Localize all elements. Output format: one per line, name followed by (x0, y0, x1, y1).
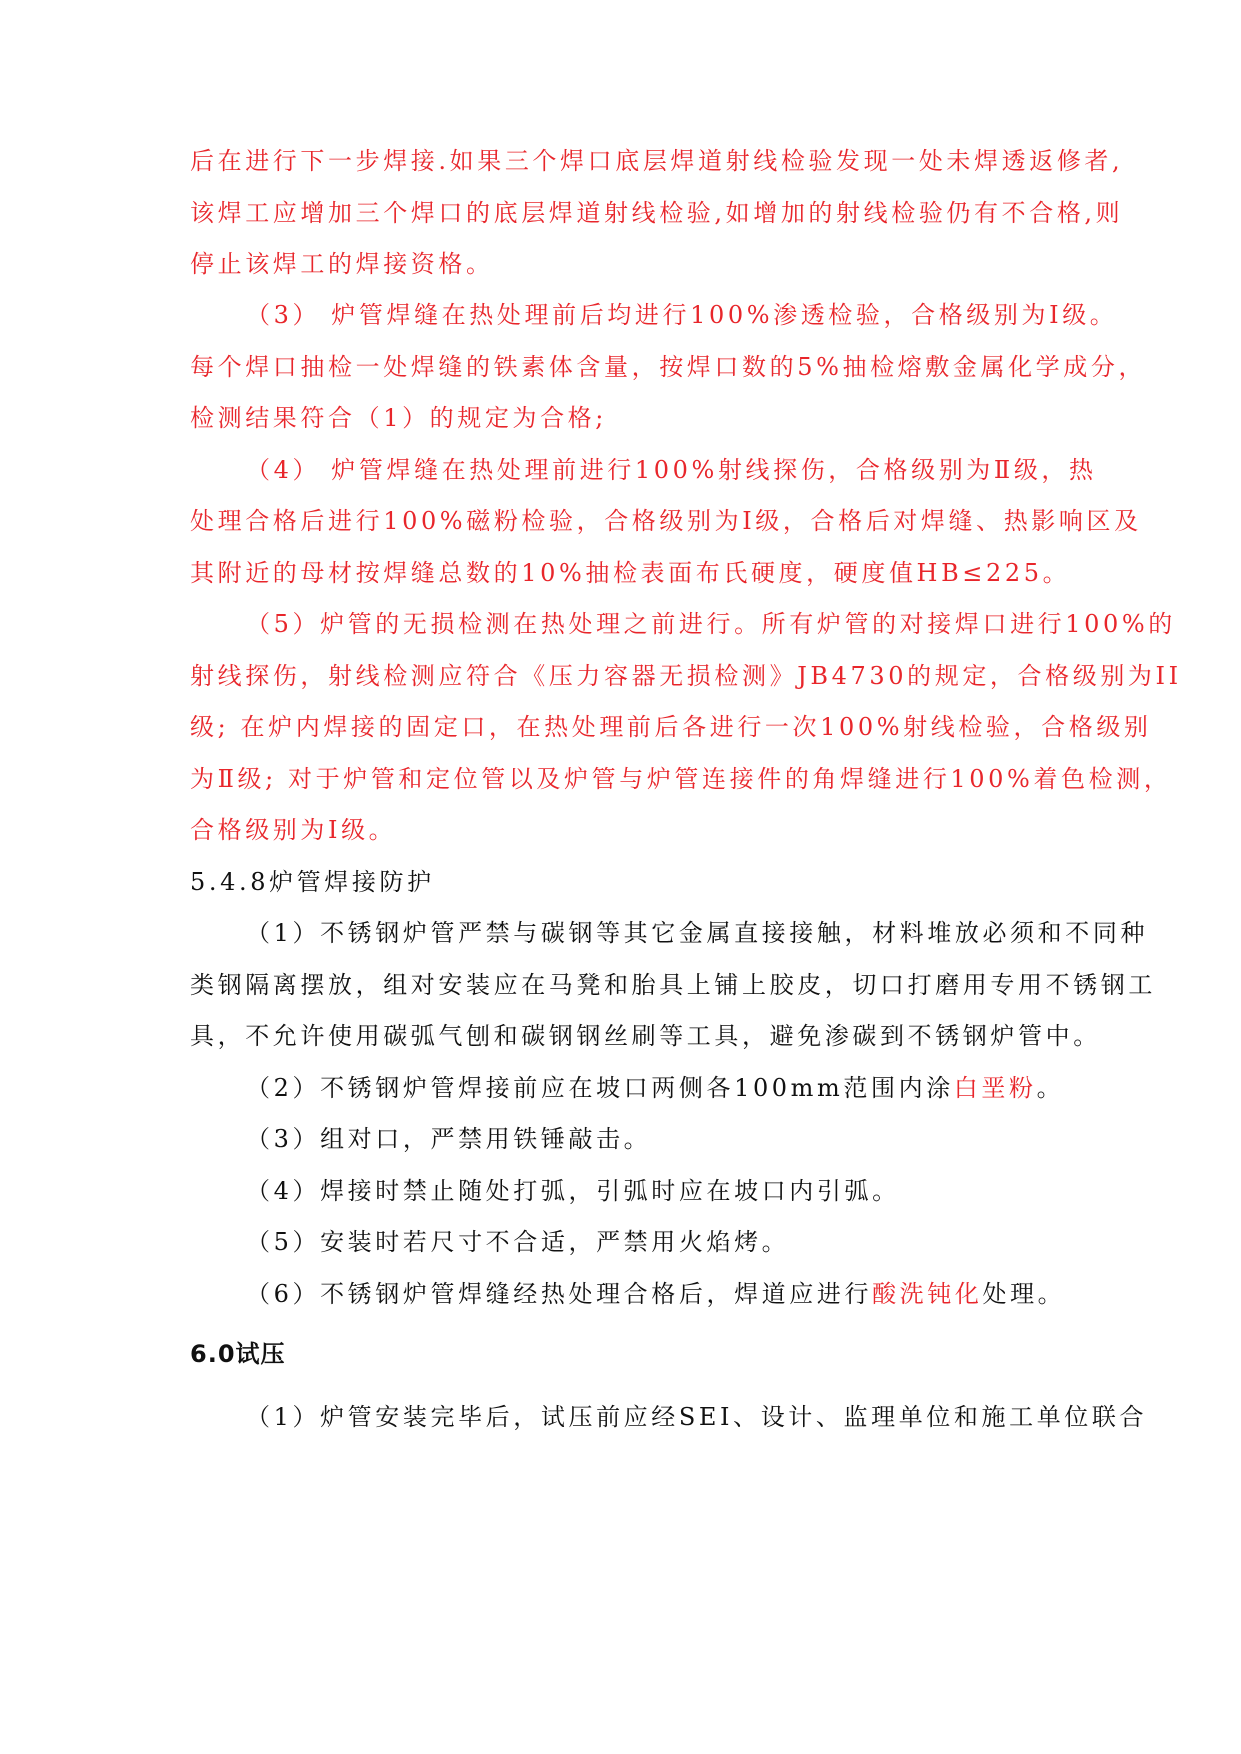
paragraph-continuation-line: 该焊工应增加三个焊口的底层焊道射线检验,如增加的射线检验仍有不合格,则 (190, 199, 1124, 227)
paragraph-item-5-line: 合格级别为Ⅰ级。 (190, 816, 397, 844)
item-2-highlight: 白垩粉 (953, 1074, 1037, 1102)
paragraph-item-5-line: 射线探伤，射线检测应符合《压力容器无损检测》JB4730的规定，合格级别为II (190, 662, 1182, 690)
section-60-item-1: （1）炉管安装完毕后，试压前应经SEI、设计、监理单位和施工单位联合 (246, 1403, 1148, 1431)
item-6-highlight: 酸洗钝化 (872, 1280, 983, 1308)
paragraph-item-3-line: 每个焊口抽检一处焊缝的铁素体含量，按焊口数的5%抽检熔敷金属化学成分， (190, 353, 1147, 381)
section-548-item-6 (246, 1278, 1065, 1310)
section-548-item-3: （3）组对口，严禁用铁锤敲击。 (246, 1125, 652, 1153)
section-60-title: 6.0试压 (190, 1340, 286, 1368)
paragraph-item-3-line: 检测结果符合（1）的规定为合格; (190, 404, 607, 432)
paragraph-item-3-line: （3） 炉管焊缝在热处理前后均进行100%渗透检验，合格级别为Ⅰ级。 (246, 301, 1118, 329)
paragraph-item-4-line: 其附近的母材按焊缝总数的10%抽检表面布氏硬度，硬度值HB≤225。 (190, 559, 1071, 587)
paragraph-continuation-line: 停止该焊工的焊接资格。 (190, 250, 494, 278)
paragraph-continuation-line: 后在进行下一步焊接.如果三个焊口底层焊道射线检验发现一处未焊透返修者, (190, 147, 1124, 175)
section-548-title: 5.4.8炉管焊接防护 (190, 868, 435, 896)
section-548-item-4: （4）焊接时禁止随处打弧，引弧时应在坡口内引弧。 (246, 1177, 900, 1205)
section-548-item-1-line: 类钢隔离摆放，组对安装应在马凳和胎具上铺上胶皮，切口打磨用专用不锈钢工 (190, 971, 1156, 999)
paragraph-item-4-line: 处理合格后进行100%磁粉检验，合格级别为Ⅰ级，合格后对焊缝、热影响区及 (190, 507, 1142, 535)
paragraph-item-4-line: （4） 炉管焊缝在热处理前进行100%射线探伤，合格级别为Ⅱ级，热 (246, 456, 1097, 484)
section-548-item-1-line: 具，不允许使用碳弧气刨和碳钢钢丝刷等工具，避免渗碳到不锈钢炉管中。 (190, 1022, 1101, 1050)
paragraph-item-5-line: 为Ⅱ级; 对于炉管和定位管以及炉管与炉管连接件的角焊缝进行100%着色检测， (190, 765, 1172, 793)
section-548-item-1-line: （1）不锈钢炉管严禁与碳钢等其它金属直接接触，材料堆放必须和不同种 (246, 919, 1149, 947)
item-6-end: 处理。 (982, 1280, 1066, 1308)
item-2-text: （2）不锈钢炉管焊接前应在坡口两侧各100mm范围内涂 (246, 1074, 954, 1102)
item-2-end: 。 (1036, 1074, 1065, 1102)
paragraph-item-5-line: （5）炉管的无损检测在热处理之前进行。所有炉管的对接焊口进行100%的 (246, 610, 1176, 638)
section-548-item-5: （5）安装时若尺寸不合适，严禁用火焰烤。 (246, 1228, 790, 1256)
paragraph-item-5-line: 级; 在炉内焊接的固定口，在热处理前后各进行一次100%射线检验，合格级别 (190, 713, 1152, 741)
item-6-text: （6）不锈钢炉管焊缝经热处理合格后，焊道应进行 (246, 1280, 873, 1308)
section-548-item-2 (246, 1072, 1065, 1104)
